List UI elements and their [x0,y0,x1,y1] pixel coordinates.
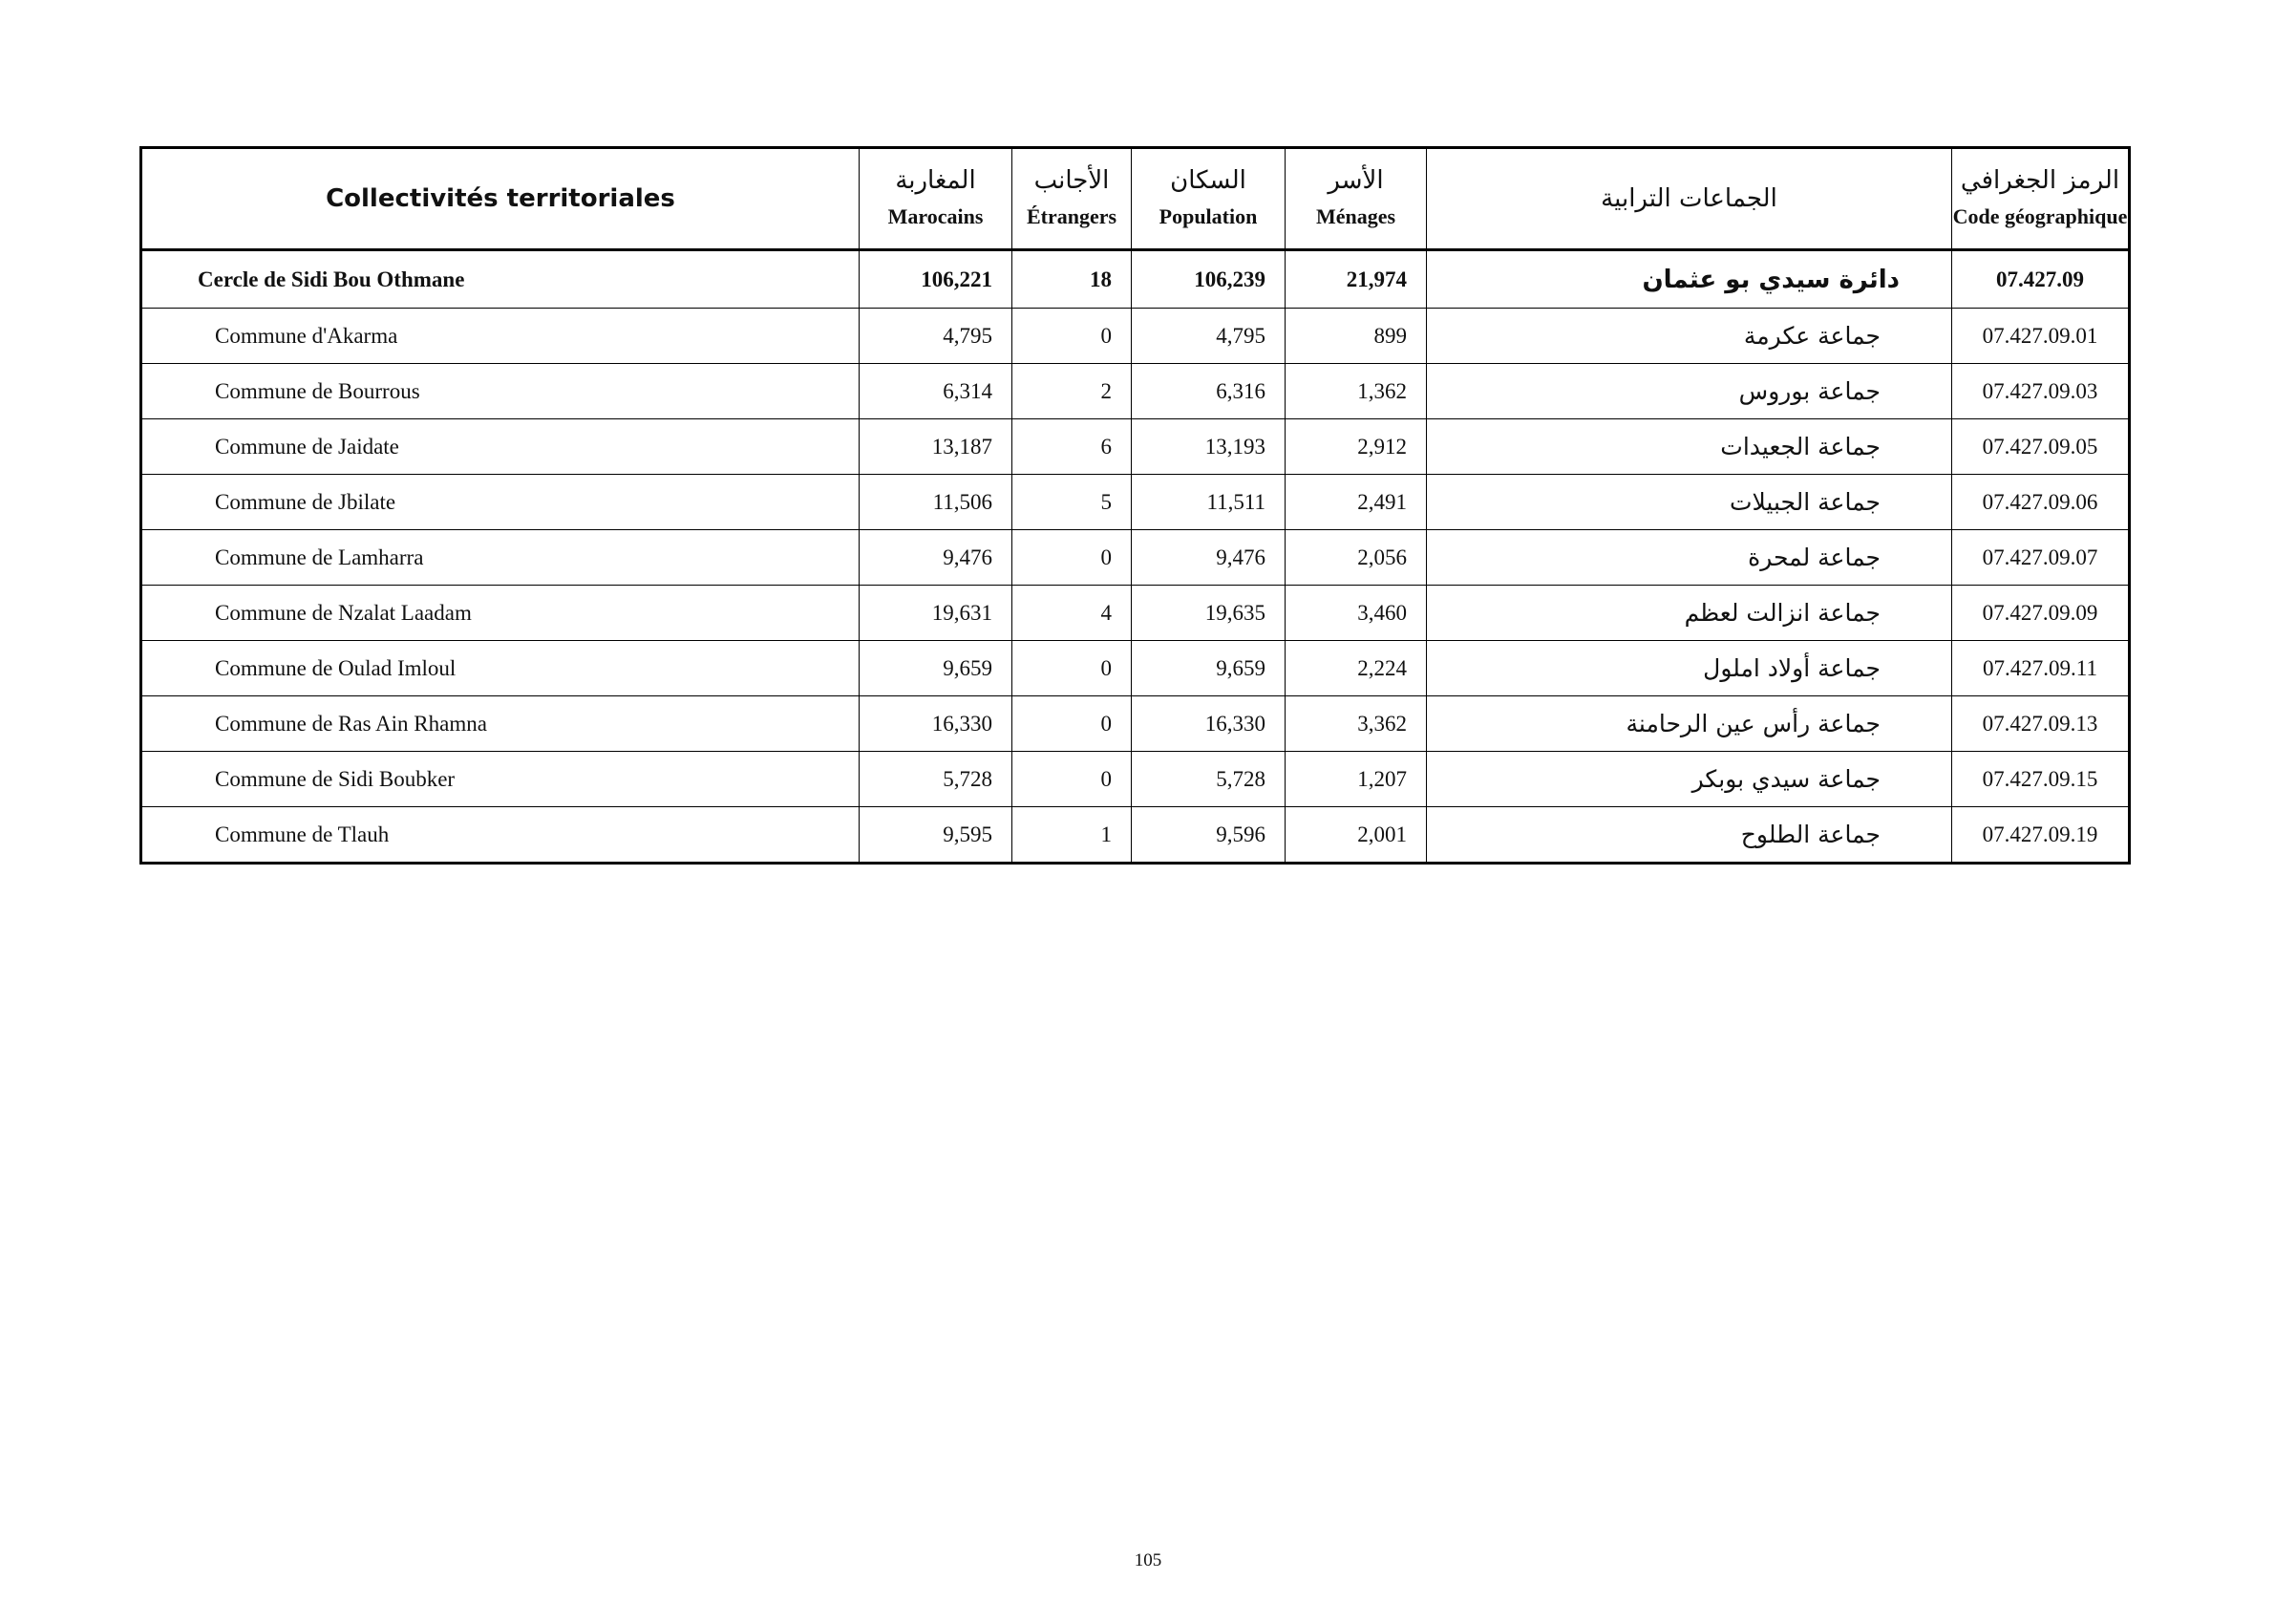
commune-menages: 2,912 [1286,419,1427,475]
commune-population: 4,795 [1132,309,1286,364]
cercle-name-ar: دائرة سيدي بو عثمان [1427,250,1952,309]
population-table-container [139,146,2128,865]
header-name-fr: Collectivités territoriales [326,184,675,213]
table-row [141,586,2130,641]
commune-menages: 899 [1286,309,1427,364]
table-row [141,309,2130,364]
commune-marocains: 4,795 [860,309,1012,364]
commune-menages: 2,056 [1286,530,1427,586]
commune-name-ar: جماعة بوروس [1427,364,1952,419]
commune-name: Commune de Tlauh [215,822,390,846]
commune-code: 07.427.09.15 [1952,752,2130,807]
table-row [141,364,2130,419]
commune-population: 9,659 [1132,641,1286,696]
commune-population: 13,193 [1132,419,1286,475]
header-population-fr: Population [1132,197,1286,250]
commune-marocains: 9,659 [860,641,1012,696]
commune-population: 11,511 [1132,475,1286,530]
commune-name-ar: جماعة انزالت لعظم [1427,586,1952,641]
table-row [141,807,2130,864]
commune-code: 07.427.09.09 [1952,586,2130,641]
commune-name: Commune de Ras Ain Rhamna [215,711,487,736]
commune-etrangers: 0 [1012,309,1132,364]
commune-name: Commune de Oulad Imloul [215,655,457,680]
commune-menages: 1,362 [1286,364,1427,419]
commune-marocains: 11,506 [860,475,1012,530]
commune-population: 9,476 [1132,530,1286,586]
commune-etrangers: 6 [1012,419,1132,475]
commune-name: Commune de Jaidate [215,434,399,459]
commune-etrangers: 0 [1012,530,1132,586]
commune-name-ar: جماعة الجعيدات [1427,419,1952,475]
commune-name-ar: جماعة أولاد املول [1427,641,1952,696]
commune-etrangers: 1 [1012,807,1132,864]
commune-code: 07.427.09.05 [1952,419,2130,475]
commune-marocains: 9,476 [860,530,1012,586]
commune-menages: 2,001 [1286,807,1427,864]
commune-marocains: 13,187 [860,419,1012,475]
commune-etrangers: 0 [1012,641,1132,696]
page-number: 105 [1134,1550,1162,1570]
commune-population: 19,635 [1132,586,1286,641]
commune-name-ar: جماعة عكرمة [1427,309,1952,364]
table-header [141,148,2130,250]
commune-population: 9,596 [1132,807,1286,864]
header-marocains-ar: المغاربة [860,148,1012,198]
cercle-etrangers: 18 [1012,250,1132,309]
commune-population: 6,316 [1132,364,1286,419]
commune-code: 07.427.09.13 [1952,696,2130,752]
population-table [139,146,2131,865]
header-menages-ar: الأسر [1286,148,1427,198]
table-row [141,696,2130,752]
table-row [141,475,2130,530]
cercle-code: 07.427.09 [1952,250,2130,309]
commune-name-ar: جماعة لمحرة [1427,530,1952,586]
commune-marocains: 9,595 [860,807,1012,864]
commune-menages: 2,224 [1286,641,1427,696]
table-row [141,641,2130,696]
commune-menages: 3,460 [1286,586,1427,641]
table-row [141,419,2130,475]
commune-code: 07.427.09.19 [1952,807,2130,864]
commune-name-ar: جماعة رأس عين الرحامنة [1427,696,1952,752]
header-population-ar: السكان [1132,148,1286,198]
commune-code: 07.427.09.06 [1952,475,2130,530]
commune-name: Commune de Jbilate [215,489,396,514]
commune-marocains: 16,330 [860,696,1012,752]
header-name-ar: الجماعات الترابية [1427,148,1952,250]
commune-code: 07.427.09.03 [1952,364,2130,419]
commune-name: Commune de Nzalat Laadam [215,600,472,625]
commune-code: 07.427.09.01 [1952,309,2130,364]
cercle-marocains: 106,221 [860,250,1012,309]
commune-marocains: 6,314 [860,364,1012,419]
commune-name: Commune de Lamharra [215,545,424,569]
commune-name: Commune de Bourrous [215,378,420,403]
table-row [141,752,2130,807]
commune-name: Commune d'Akarma [215,323,398,348]
commune-etrangers: 0 [1012,752,1132,807]
commune-etrangers: 2 [1012,364,1132,419]
commune-menages: 3,362 [1286,696,1427,752]
cercle-population: 106,239 [1132,250,1286,309]
commune-code: 07.427.09.11 [1952,641,2130,696]
commune-code: 07.427.09.07 [1952,530,2130,586]
cercle-row [141,250,2130,309]
header-code-fr: Code géographique [1952,197,2130,250]
commune-etrangers: 0 [1012,696,1132,752]
header-etrangers-ar: الأجانب [1012,148,1132,198]
commune-etrangers: 5 [1012,475,1132,530]
commune-name-ar: جماعة الطلوح [1427,807,1952,864]
table-row [141,530,2130,586]
commune-name-ar: جماعة الجبيلات [1427,475,1952,530]
commune-menages: 1,207 [1286,752,1427,807]
commune-menages: 2,491 [1286,475,1427,530]
commune-name: Commune de Sidi Boubker [215,766,456,791]
commune-marocains: 5,728 [860,752,1012,807]
commune-population: 5,728 [1132,752,1286,807]
commune-name-ar: جماعة سيدي بوبكر [1427,752,1952,807]
commune-marocains: 19,631 [860,586,1012,641]
header-menages-fr: Ménages [1286,197,1427,250]
header-code-ar: الرمز الجغرافي [1952,148,2130,198]
cercle-name: Cercle de Sidi Bou Othmane [198,267,465,291]
commune-population: 16,330 [1132,696,1286,752]
cercle-menages: 21,974 [1286,250,1427,309]
table-body [141,250,2130,864]
commune-etrangers: 4 [1012,586,1132,641]
header-marocains-fr: Marocains [860,197,1012,250]
header-etrangers-fr: Étrangers [1012,197,1132,250]
